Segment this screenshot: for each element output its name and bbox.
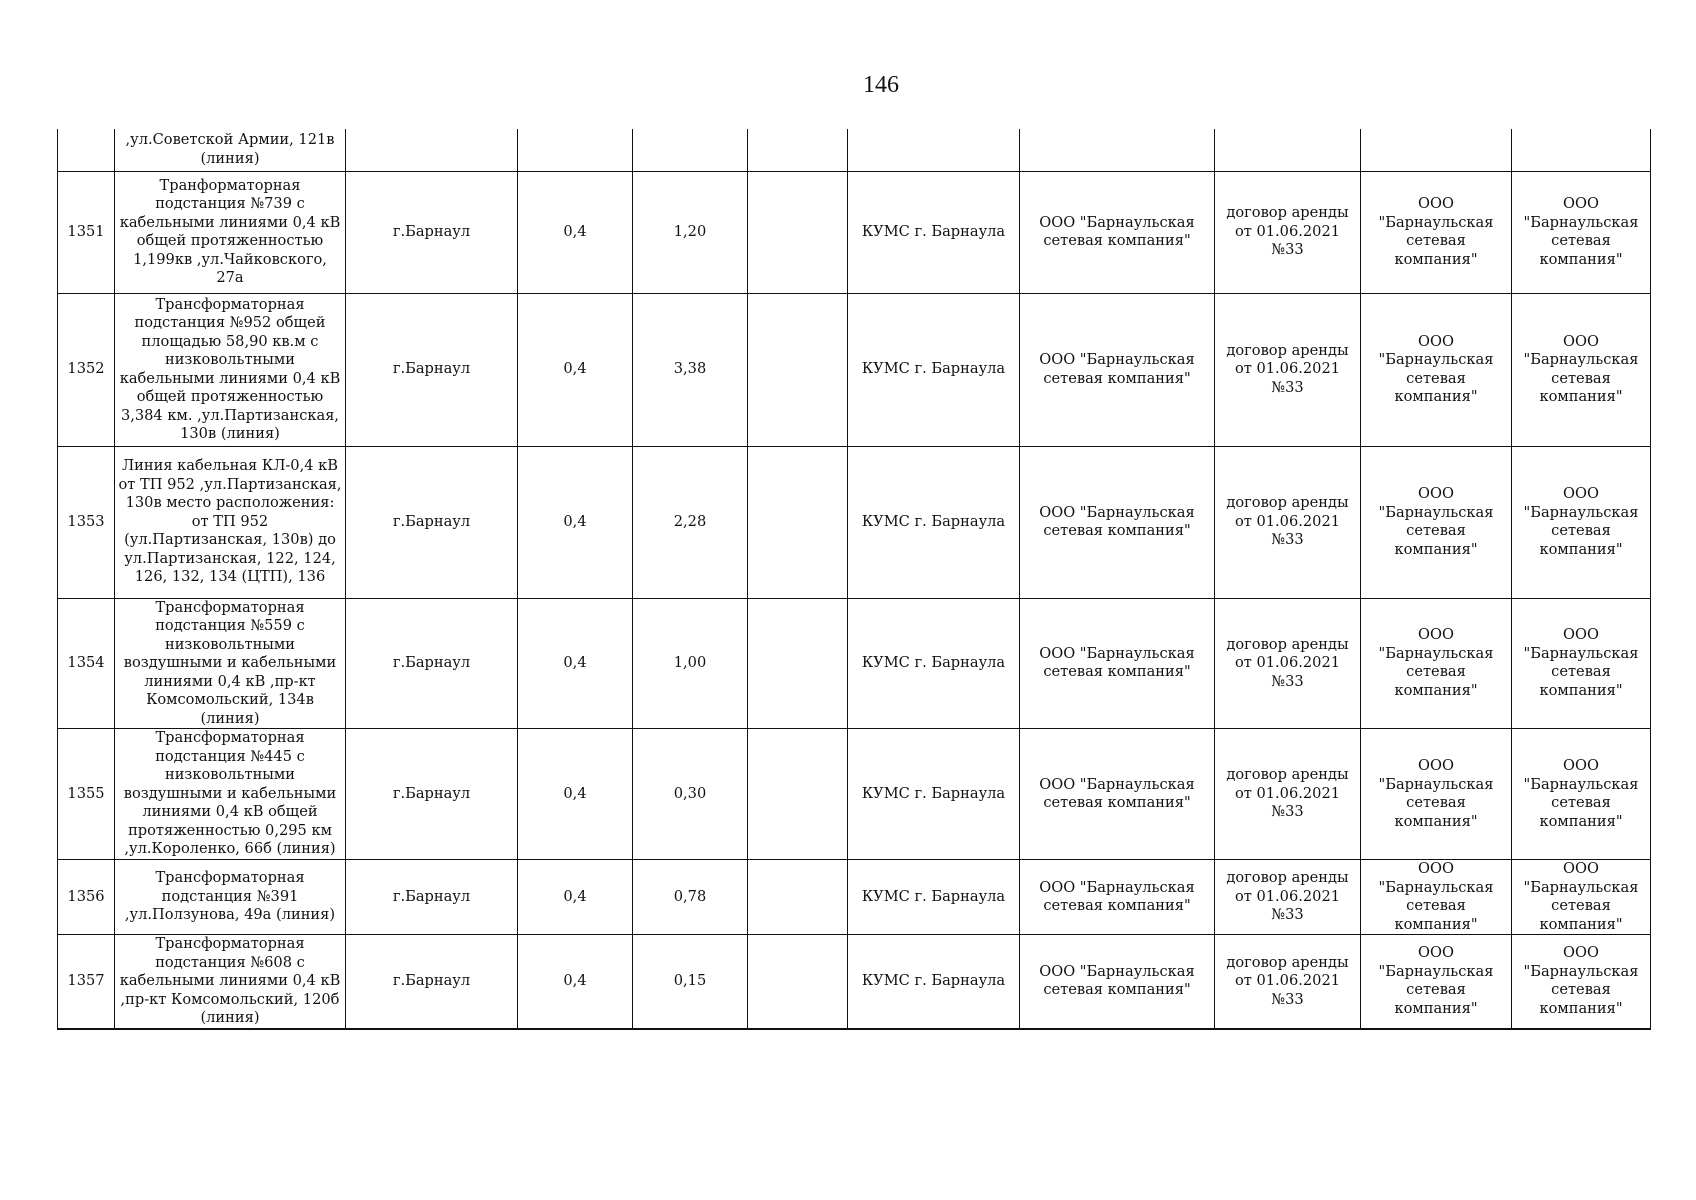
cell-city: г.Барнаул bbox=[346, 293, 518, 446]
cell-org2: ООО "Барнаульская сетевая компания" bbox=[1512, 860, 1651, 935]
cell-operator: ООО "Барнаульская сетевая компания" bbox=[1020, 598, 1215, 729]
cell-owner: КУМС г. Барнаула bbox=[848, 293, 1020, 446]
cell-org2: ООО "Барнаульская сетевая компания" bbox=[1512, 935, 1651, 1029]
cell-num: 1351 bbox=[58, 171, 115, 293]
table-row bbox=[58, 293, 1651, 446]
cell-extra bbox=[748, 729, 848, 860]
cell-operator: ООО "Барнаульская сетевая компания" bbox=[1020, 446, 1215, 598]
table-row bbox=[58, 171, 1651, 293]
table-row bbox=[58, 729, 1651, 860]
cell-voltage: 0,4 bbox=[518, 171, 633, 293]
cell-extra bbox=[748, 129, 848, 171]
cell-owner: КУМС г. Барнаула bbox=[848, 860, 1020, 935]
cell-org1: ООО "Барнаульская сетевая компания" bbox=[1361, 935, 1512, 1029]
cell-org2: ООО "Барнаульская сетевая компания" bbox=[1512, 446, 1651, 598]
cell-org1: ООО "Барнаульская сетевая компания" bbox=[1361, 171, 1512, 293]
cell-org2: ООО "Барнаульская сетевая компания" bbox=[1512, 598, 1651, 729]
cell-voltage: 0,4 bbox=[518, 729, 633, 860]
cell-org1: ООО "Барнаульская сетевая компания" bbox=[1361, 729, 1512, 860]
cell-operator: ООО "Барнаульская сетевая компания" bbox=[1020, 729, 1215, 860]
cell-num: 1357 bbox=[58, 935, 115, 1029]
cell-city: г.Барнаул bbox=[346, 729, 518, 860]
table-row-continued bbox=[58, 129, 1651, 171]
cell-city: г.Барнаул bbox=[346, 935, 518, 1029]
cell-org2 bbox=[1512, 129, 1651, 171]
registry-table bbox=[57, 129, 1651, 1030]
cell-owner: КУМС г. Барнаула bbox=[848, 446, 1020, 598]
cell-org1: ООО "Барнаульская сетевая компания" bbox=[1361, 860, 1512, 935]
table-row bbox=[58, 860, 1651, 935]
cell-voltage bbox=[518, 129, 633, 171]
cell-basis: договор аренды от 01.06.2021 №33 bbox=[1215, 935, 1361, 1029]
cell-extra bbox=[748, 171, 848, 293]
cell-voltage: 0,4 bbox=[518, 598, 633, 729]
cell-city: г.Барнаул bbox=[346, 446, 518, 598]
cell-name: Трансформаторная подстанция №952 общей площадью 58,90 кв.м с низковольтными кабельными линиями 0,4 кВ общей протяженностью 3,384 км. ,ул.Партизанская, 130в (линия) bbox=[115, 293, 346, 446]
cell-org2: ООО "Барнаульская сетевая компания" bbox=[1512, 293, 1651, 446]
cell-city: г.Барнаул bbox=[346, 171, 518, 293]
cell-num: 1353 bbox=[58, 446, 115, 598]
cell-basis: договор аренды от 01.06.2021 №33 bbox=[1215, 598, 1361, 729]
cell-length: 1,00 bbox=[633, 598, 748, 729]
cell-org1: ООО "Барнаульская сетевая компания" bbox=[1361, 598, 1512, 729]
cell-city: г.Барнаул bbox=[346, 860, 518, 935]
cell-owner: КУМС г. Барнаула bbox=[848, 935, 1020, 1029]
cell-operator: ООО "Барнаульская сетевая компания" bbox=[1020, 860, 1215, 935]
cell-length: 3,38 bbox=[633, 293, 748, 446]
cell-city: г.Барнаул bbox=[346, 598, 518, 729]
cell-num: 1355 bbox=[58, 729, 115, 860]
cell-num: 1356 bbox=[58, 860, 115, 935]
cell-name: Транформаторная подстанция №739 с кабельными линиями 0,4 кВ общей протяженностью 1,199кв ,ул.Чайковского, 27а bbox=[115, 171, 346, 293]
cell-basis: договор аренды от 01.06.2021 №33 bbox=[1215, 860, 1361, 935]
cell-length: 0,15 bbox=[633, 935, 748, 1029]
cell-owner: КУМС г. Барнаула bbox=[848, 598, 1020, 729]
cell-operator: ООО "Барнаульская сетевая компания" bbox=[1020, 293, 1215, 446]
cell-name: Трансформаторная подстанция №608 с кабельными линиями 0,4 кВ ,пр-кт Комсомольский, 120б (линия) bbox=[115, 935, 346, 1029]
cell-num bbox=[58, 129, 115, 171]
cell-length: 1,20 bbox=[633, 171, 748, 293]
cell-name: ,ул.Советской Армии, 121в (линия) bbox=[115, 129, 346, 171]
cell-voltage: 0,4 bbox=[518, 935, 633, 1029]
cell-basis: договор аренды от 01.06.2021 №33 bbox=[1215, 293, 1361, 446]
cell-num: 1354 bbox=[58, 598, 115, 729]
cell-org2: ООО "Барнаульская сетевая компания" bbox=[1512, 171, 1651, 293]
cell-city bbox=[346, 129, 518, 171]
table-row bbox=[58, 935, 1651, 1029]
page-number: 146 bbox=[863, 72, 899, 98]
cell-operator: ООО "Барнаульская сетевая компания" bbox=[1020, 935, 1215, 1029]
cell-voltage: 0,4 bbox=[518, 446, 633, 598]
cell-basis bbox=[1215, 129, 1361, 171]
cell-org2: ООО "Барнаульская сетевая компания" bbox=[1512, 729, 1651, 860]
cell-owner: КУМС г. Барнаула bbox=[848, 171, 1020, 293]
cell-operator bbox=[1020, 129, 1215, 171]
cell-length: 2,28 bbox=[633, 446, 748, 598]
cell-org1: ООО "Барнаульская сетевая компания" bbox=[1361, 446, 1512, 598]
cell-extra bbox=[748, 446, 848, 598]
cell-name: Линия кабельная КЛ-0,4 кВ от ТП 952 ,ул.Партизанская, 130в место расположения: от ТП 952 (ул.Партизанская, 130в) до ул.Партизанская, 122, 124, 126, 132, 134 (ЦТП), 136 bbox=[115, 446, 346, 598]
cell-name: Трансформаторная подстанция №559 с низковольтными воздушными и кабельными линиями 0,4 кВ ,пр-кт Комсомольский, 134в (линия) bbox=[115, 598, 346, 729]
cell-num: 1352 bbox=[58, 293, 115, 446]
cell-name: Трансформаторная подстанция №445 с низковольтными воздушными и кабельными линиями 0,4 кВ общей протяженностью 0,295 км ,ул.Короленко, 66б (линия) bbox=[115, 729, 346, 860]
cell-length: 0,30 bbox=[633, 729, 748, 860]
cell-basis: договор аренды от 01.06.2021 №33 bbox=[1215, 729, 1361, 860]
cell-org1: ООО "Барнаульская сетевая компания" bbox=[1361, 293, 1512, 446]
cell-length: 0,78 bbox=[633, 860, 748, 935]
cell-length bbox=[633, 129, 748, 171]
cell-owner: КУМС г. Барнаула bbox=[848, 729, 1020, 860]
cell-extra bbox=[748, 598, 848, 729]
table-row bbox=[58, 446, 1651, 598]
cell-owner bbox=[848, 129, 1020, 171]
cell-voltage: 0,4 bbox=[518, 293, 633, 446]
table-body bbox=[58, 129, 1651, 1029]
cell-operator: ООО "Барнаульская сетевая компания" bbox=[1020, 171, 1215, 293]
cell-name: Трансформаторная подстанция №391 ,ул.Ползунова, 49а (линия) bbox=[115, 860, 346, 935]
cell-org1 bbox=[1361, 129, 1512, 171]
cell-basis: договор аренды от 01.06.2021 №33 bbox=[1215, 446, 1361, 598]
cell-voltage: 0,4 bbox=[518, 860, 633, 935]
table-row bbox=[58, 598, 1651, 729]
cell-extra bbox=[748, 935, 848, 1029]
cell-basis: договор аренды от 01.06.2021 №33 bbox=[1215, 171, 1361, 293]
cell-extra bbox=[748, 860, 848, 935]
cell-extra bbox=[748, 293, 848, 446]
